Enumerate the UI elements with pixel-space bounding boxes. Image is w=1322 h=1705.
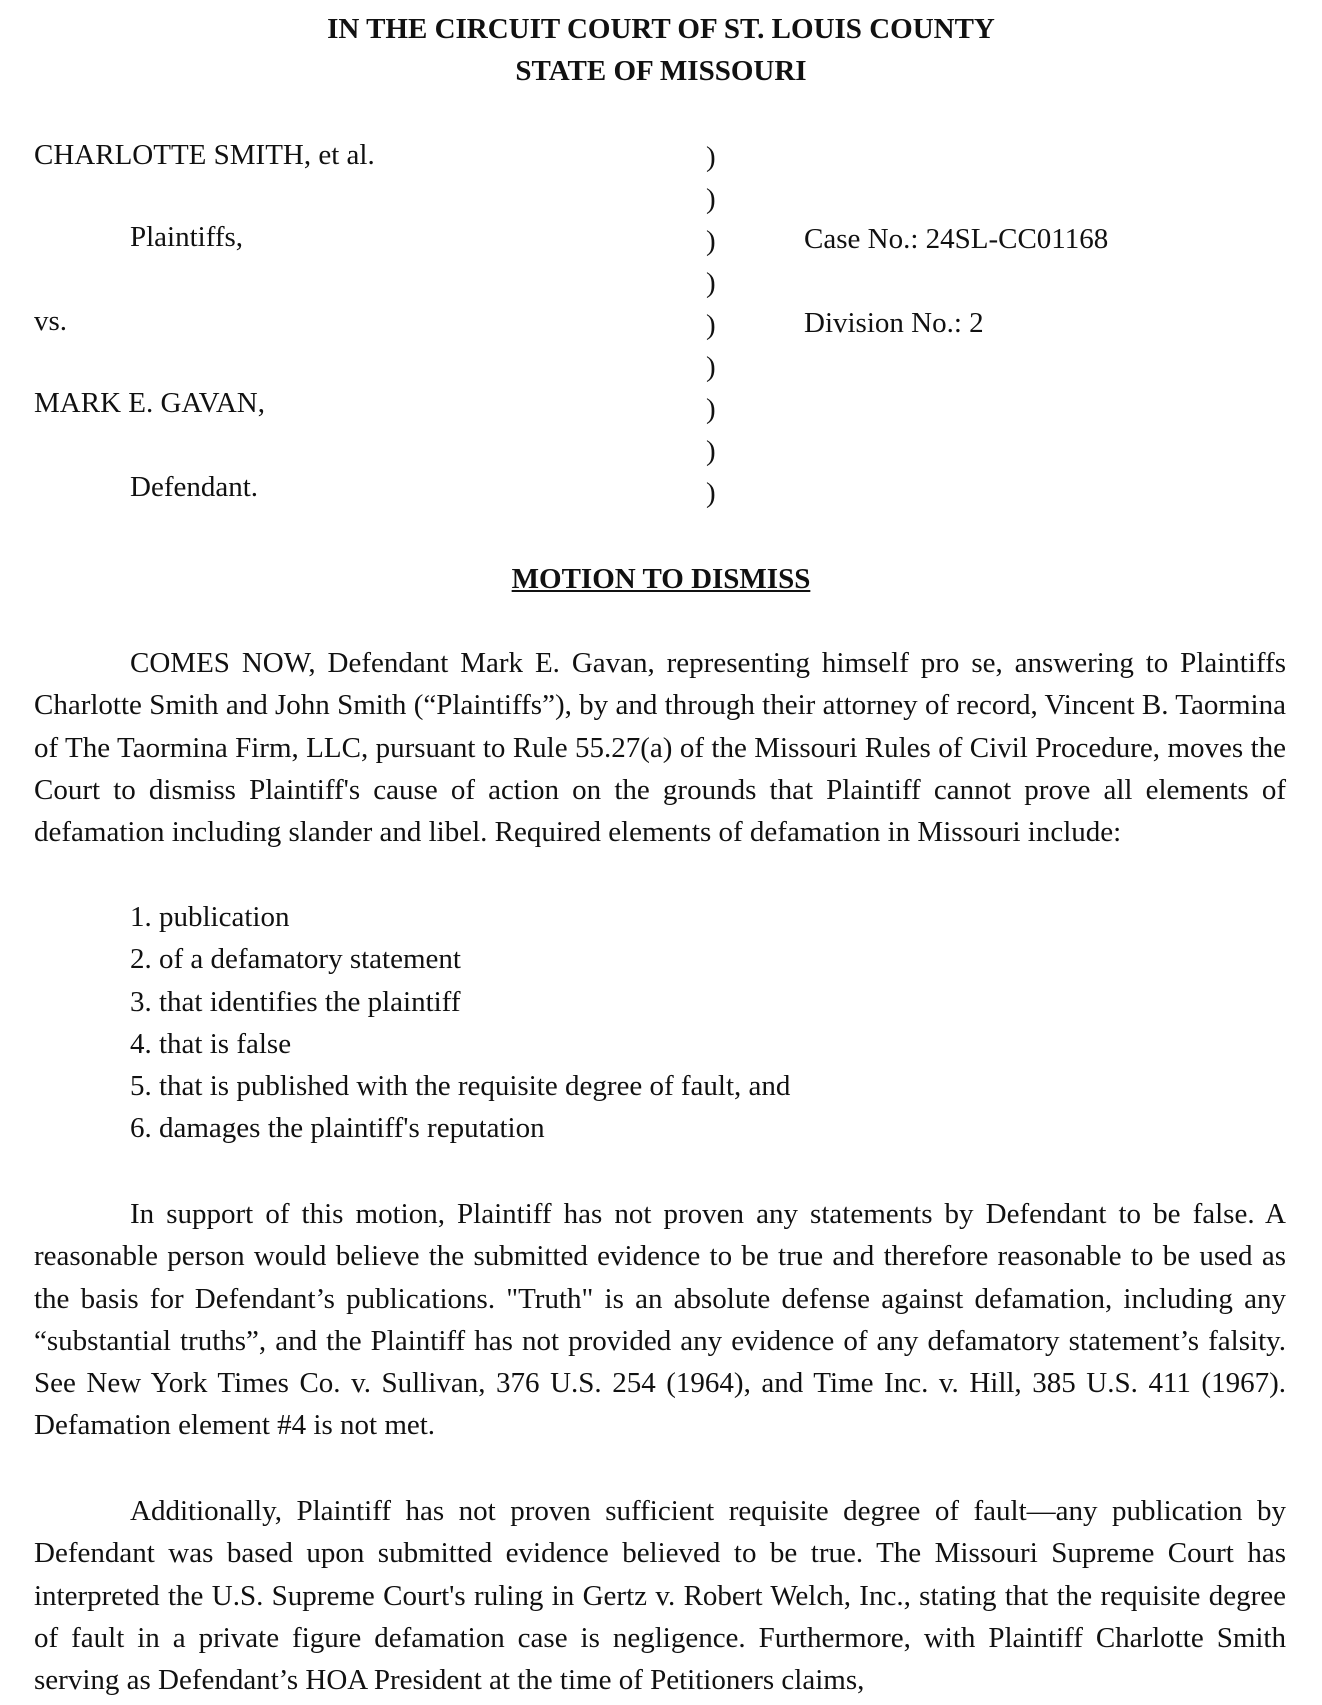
- intro-paragraph: COMES NOW, Defendant Mark E. Gavan, representing himself pro se, answering to Plaintiffs Charlotte Smith and John Smith (“Plaintiffs”), by and through their attorney of record, Vincent B. Taormina of The Taormina Firm, LLC, pursuant to Rule 55.27(a) of the Missouri Rules of Civil Procedure, moves the Court to dismiss Plaintiff's cause of action on the grounds that Plaintiff cannot prove all elements of defamation including slander and libel. Required elements of defamation in Missouri include:: [34, 647, 1286, 849]
- defendant-role: Defendant.: [130, 471, 259, 503]
- list-item: 3. that identifies the plaintiff: [130, 985, 461, 1018]
- caption-paren: ): [706, 141, 716, 173]
- plaintiff-role: Plaintiffs,: [130, 221, 244, 253]
- list-item: 6. damages the plaintiff's reputation: [130, 1112, 545, 1145]
- caption-paren: ): [706, 267, 716, 299]
- defamation-elements-list: [130, 896, 790, 1150]
- motion-title: MOTION TO DISMISS: [511, 563, 811, 595]
- caption-paren: ): [706, 477, 716, 509]
- caption-paren: ): [706, 309, 716, 341]
- list-item: 5. that is published with the requisite degree of fault, and: [130, 1070, 791, 1103]
- additionally-paragraph: Additionally, Plaintiff has not proven sufficient requisite degree of fault—any publication by Defendant was based upon submitted evidence believed to be true. The Missouri Supreme Court has interpreted the U.S. Supreme Court's ruling in Gertz v. Robert Welch, Inc., stating that the requisite degree of fault in a private figure defamation case is negligence. Furthermore, with Plaintiff Charlotte Smith serving as Defendant’s HOA President at the time of Petitioners claims,: [34, 1495, 1286, 1697]
- plaintiff-name: CHARLOTTE SMITH, et al.: [34, 139, 375, 171]
- court-heading-line2: STATE OF MISSOURI: [515, 55, 807, 87]
- caption-paren: ): [706, 351, 716, 383]
- support-paragraph: In support of this motion, Plaintiff has not proven any statements by Defendant to be false. A reasonable person would believe the submitted evidence to be true and therefore reasonable to be used as the basis for Defendant’s publications. "Truth" is an absolute defense against defamation, including any “substantial truths”, and the Plaintiff has not provided any evidence of any defamatory statement’s falsity. See New York Times Co. v. Sullivan, 376 U.S. 254 (1964), and Time Inc. v. Hill, 385 U.S. 411 (1967). Defamation element #4 is not met.: [34, 1198, 1286, 1442]
- case-number: Case No.: 24SL-CC01168: [804, 223, 1109, 255]
- caption-paren: ): [706, 183, 716, 215]
- caption-paren: ): [706, 393, 716, 425]
- list-item: 1. publication: [130, 901, 290, 933]
- caption-paren: ): [706, 435, 716, 467]
- caption-paren: ): [706, 225, 716, 257]
- list-item: 2. of a defamatory statement: [130, 943, 461, 976]
- court-heading-line1: IN THE CIRCUIT COURT OF ST. LOUIS COUNTY: [327, 13, 995, 45]
- versus-label: vs.: [34, 305, 68, 337]
- defendant-name: MARK E. GAVAN,: [34, 387, 265, 419]
- list-item: 4. that is false: [130, 1027, 292, 1060]
- division-number: Division No.: 2: [804, 307, 984, 339]
